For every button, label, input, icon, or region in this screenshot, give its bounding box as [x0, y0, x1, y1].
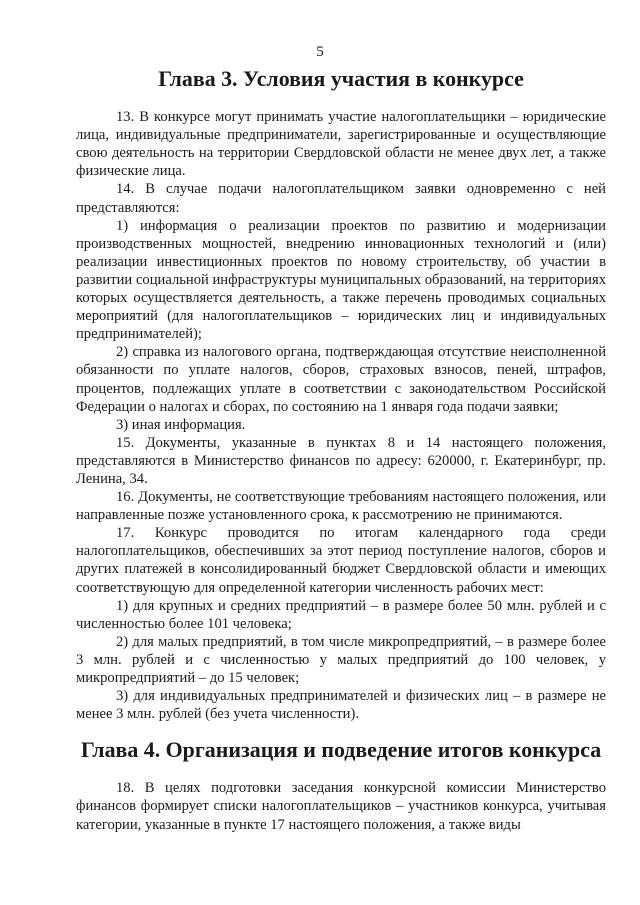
paragraph-17-item-1: 1) для крупных и средних предприятий – в размере более 50 млн. рублей и с численностью более 101 человека; — [76, 597, 606, 632]
chapter-3-title: Глава 3. Условия участия в конкурсе — [158, 66, 524, 91]
page-number: 5 — [316, 44, 324, 60]
paragraph-14-item-1: 1) информация о реализации проектов по развитию и модернизации производственных мощностей, внедрению инновационных технологий и (или) реализации инвестиционных проектов по новому строительству, об участии в развитии социальной инфраструктуры муниципальных образований, на территориях которых осуществляется деятельность, а также перечень проводимых социальных мероприятий (для налогоплательщиков – юридических лиц и индивидуальных предпринимателей); — [76, 217, 606, 343]
paragraph-18: 18. В целях подготовки заседания конкурсной комиссии Министерство финансов формирует списки налогоплательщиков – участников конкурса, учитывая категории, указанные в пункте 17 настоящего положения, а также виды — [76, 780, 606, 833]
paragraph-15: 15. Документы, указанные в пунктах 8 и 14 настоящего положения, представляются в Министерство финансов по адресу: 620000, г. Екатеринбург, пр. Ленина, 34. — [76, 434, 606, 487]
paragraph-14-item-3: 3) иная информация. — [116, 416, 246, 433]
chapter-4-title: Глава 4. Организация и подведение итогов конкурса — [80, 737, 602, 763]
page-content — [76, 66, 606, 834]
paragraph-17-item-2: 2) для малых предприятий, в том числе микропредприятий, – в размере более 3 млн. рублей и с численностью у малых предприятий до 100 человек, у микропредприятий – до 15 человек; — [76, 633, 606, 686]
paragraph-17: 17. Конкурс проводится по итогам календарного года среди налогоплательщиков, обеспечивших за этот период поступление налогов, сборов и других платежей в консолидированный бюджет Свердловской области и имеющих соответствующую для определенной категории численность рабочих мест: — [76, 525, 606, 596]
paragraph-16: 16. Документы, не соответствующие требованиям настоящего положения, или направленные позже установленного срока, к рассмотрению не принимаются. — [76, 489, 606, 524]
paragraph-13: 13. В конкурсе могут принимать участие налогоплательщики – юридические лица, индивидуальные предприниматели, зарегистрированные и осуществляющие свою деятельность на территории Свердловской области не менее двух лет, а также физические лица. — [76, 109, 606, 180]
paragraph-14-item-2: 2) справка из налогового органа, подтверждающая отсутствие неисполненной обязанности по уплате налогов, сборов, страховых взносов, пеней, штрафов, процентов, подлежащих уплате в соответствии с законодательством Российской Федерации о налогах и сборах, по состоянию на 1 января года подачи заявки; — [76, 344, 606, 415]
paragraph-17-item-3: 3) для индивидуальных предпринимателей и физических лиц – в размере не менее 3 млн. рублей (без учета численности). — [76, 688, 606, 723]
paragraph-14: 14. В случае подачи налогоплательщиком заявки одновременно с ней представляются: — [76, 181, 606, 216]
